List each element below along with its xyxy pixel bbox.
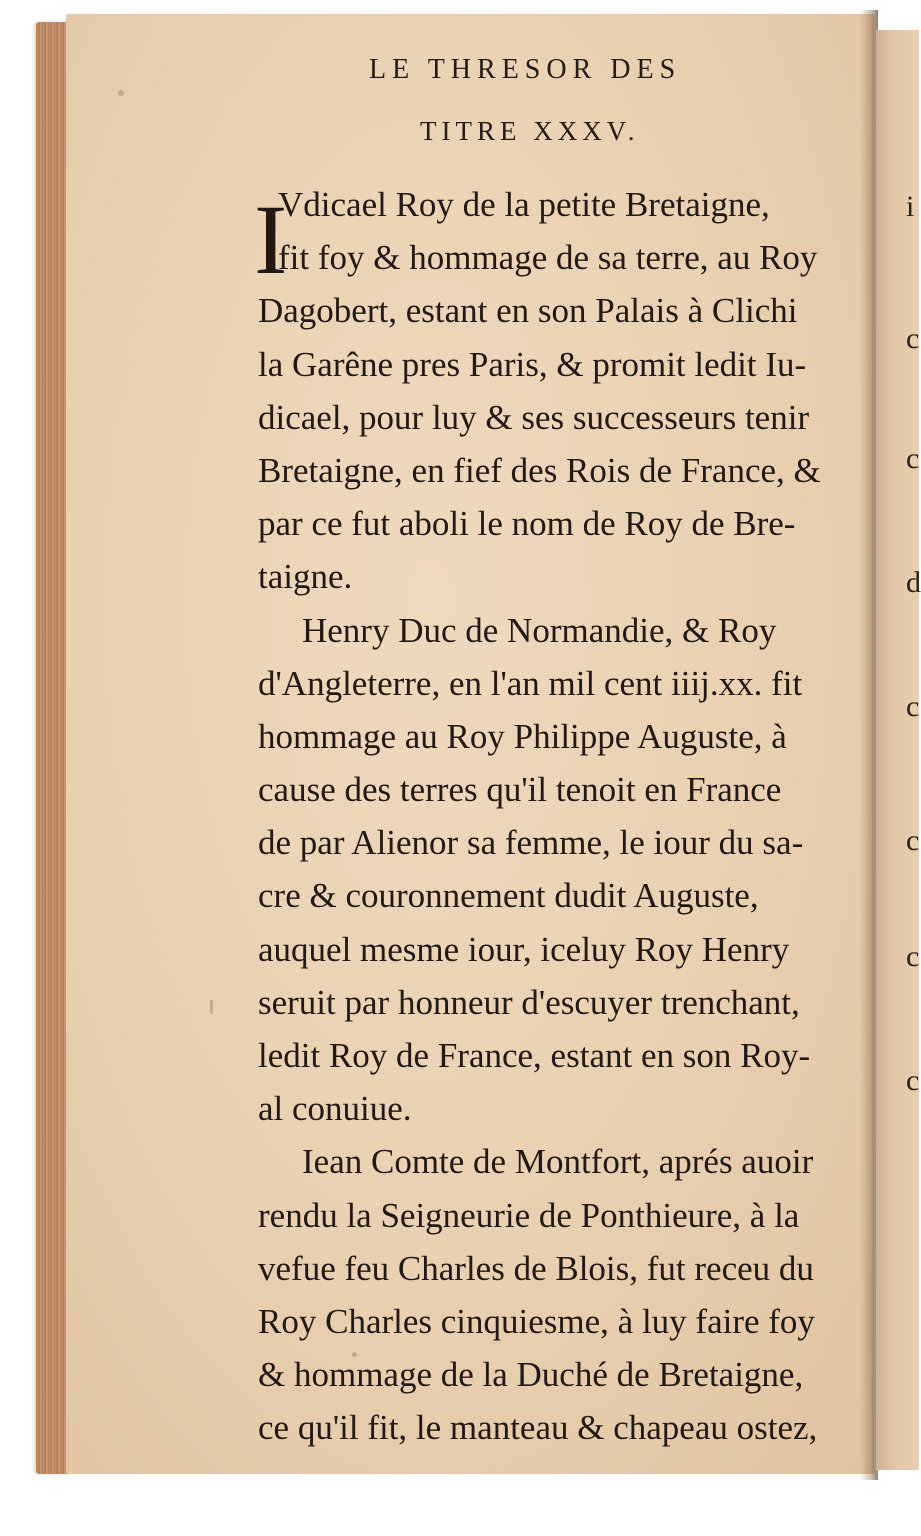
text-line: cause des terres qu'il tenoit en France bbox=[258, 770, 782, 810]
text-line: Iean Comte de Montfort, aprés auoir bbox=[302, 1142, 814, 1182]
facing-page-letter: c bbox=[906, 322, 920, 355]
text-line: fit foy & hommage de sa terre, au Roy bbox=[278, 238, 818, 278]
text-line: rendu la Seigneurie de Ponthieure, à la bbox=[258, 1195, 800, 1235]
text-line: d'Angleterre, en l'an mil cent iiij.xx. fit bbox=[258, 663, 803, 703]
drop-cap: I bbox=[254, 184, 288, 295]
page-edges bbox=[36, 22, 70, 1474]
text-line: auquel mesme iour, iceluy Roy Henry bbox=[258, 929, 790, 969]
text-line: Henry Duc de Normandie, & Roy bbox=[302, 610, 777, 650]
text-line: par ce fut aboli le nom de Roy de Bre- bbox=[258, 504, 796, 544]
text-line: ledit Roy de France, estant en son Roy- bbox=[258, 1036, 811, 1075]
text-line: seruit par honneur d'escuyer trenchant, bbox=[258, 982, 800, 1022]
text-line: Vdicael Roy de la petite Bretaigne, bbox=[278, 185, 770, 224]
text-line: taigne. bbox=[258, 557, 353, 597]
facing-page bbox=[876, 30, 919, 1470]
text-line: ce qu'il fit, le manteau & chapeau ostez, bbox=[258, 1408, 818, 1448]
text-line: cre & couronnement dudit Auguste, bbox=[258, 876, 759, 916]
text-line: Roy Charles cinquiesme, à luy faire foy bbox=[258, 1301, 815, 1341]
text-line: la Garêne pres Paris, & promit ledit Iu- bbox=[258, 344, 807, 384]
body-text bbox=[258, 178, 858, 1455]
text-line: de par Alienor sa femme, le iour du sa- bbox=[258, 823, 804, 863]
text-line: Dagobert, estant en son Palais à Clichi bbox=[258, 291, 798, 331]
running-head: LE THRESOR DES bbox=[369, 54, 682, 85]
text-line: Bretaigne, en fief des Rois de France, & bbox=[258, 450, 821, 490]
facing-page-letter: d bbox=[906, 566, 921, 599]
facing-page-letter: i bbox=[906, 190, 915, 223]
text-line: & hommage de la Duché de Bretaigne, bbox=[258, 1355, 804, 1395]
section-title: TITRE XXXV. bbox=[420, 116, 640, 146]
paper-speck bbox=[210, 1000, 213, 1014]
facing-page-letter: c bbox=[906, 940, 920, 973]
facing-page-letter: c bbox=[906, 442, 920, 475]
text-line: hommage au Roy Philippe Auguste, à bbox=[258, 716, 787, 756]
facing-page-letter: c bbox=[906, 1064, 920, 1097]
text-line: al conuiue. bbox=[258, 1089, 412, 1129]
text-line: vefue feu Charles de Blois, fut receu du bbox=[258, 1248, 814, 1288]
paper-speck bbox=[118, 90, 124, 96]
text-line: dicael, pour luy & ses successeurs tenir bbox=[258, 397, 810, 437]
facing-page-letter: c bbox=[906, 824, 920, 857]
facing-page-letter: c bbox=[906, 690, 920, 723]
